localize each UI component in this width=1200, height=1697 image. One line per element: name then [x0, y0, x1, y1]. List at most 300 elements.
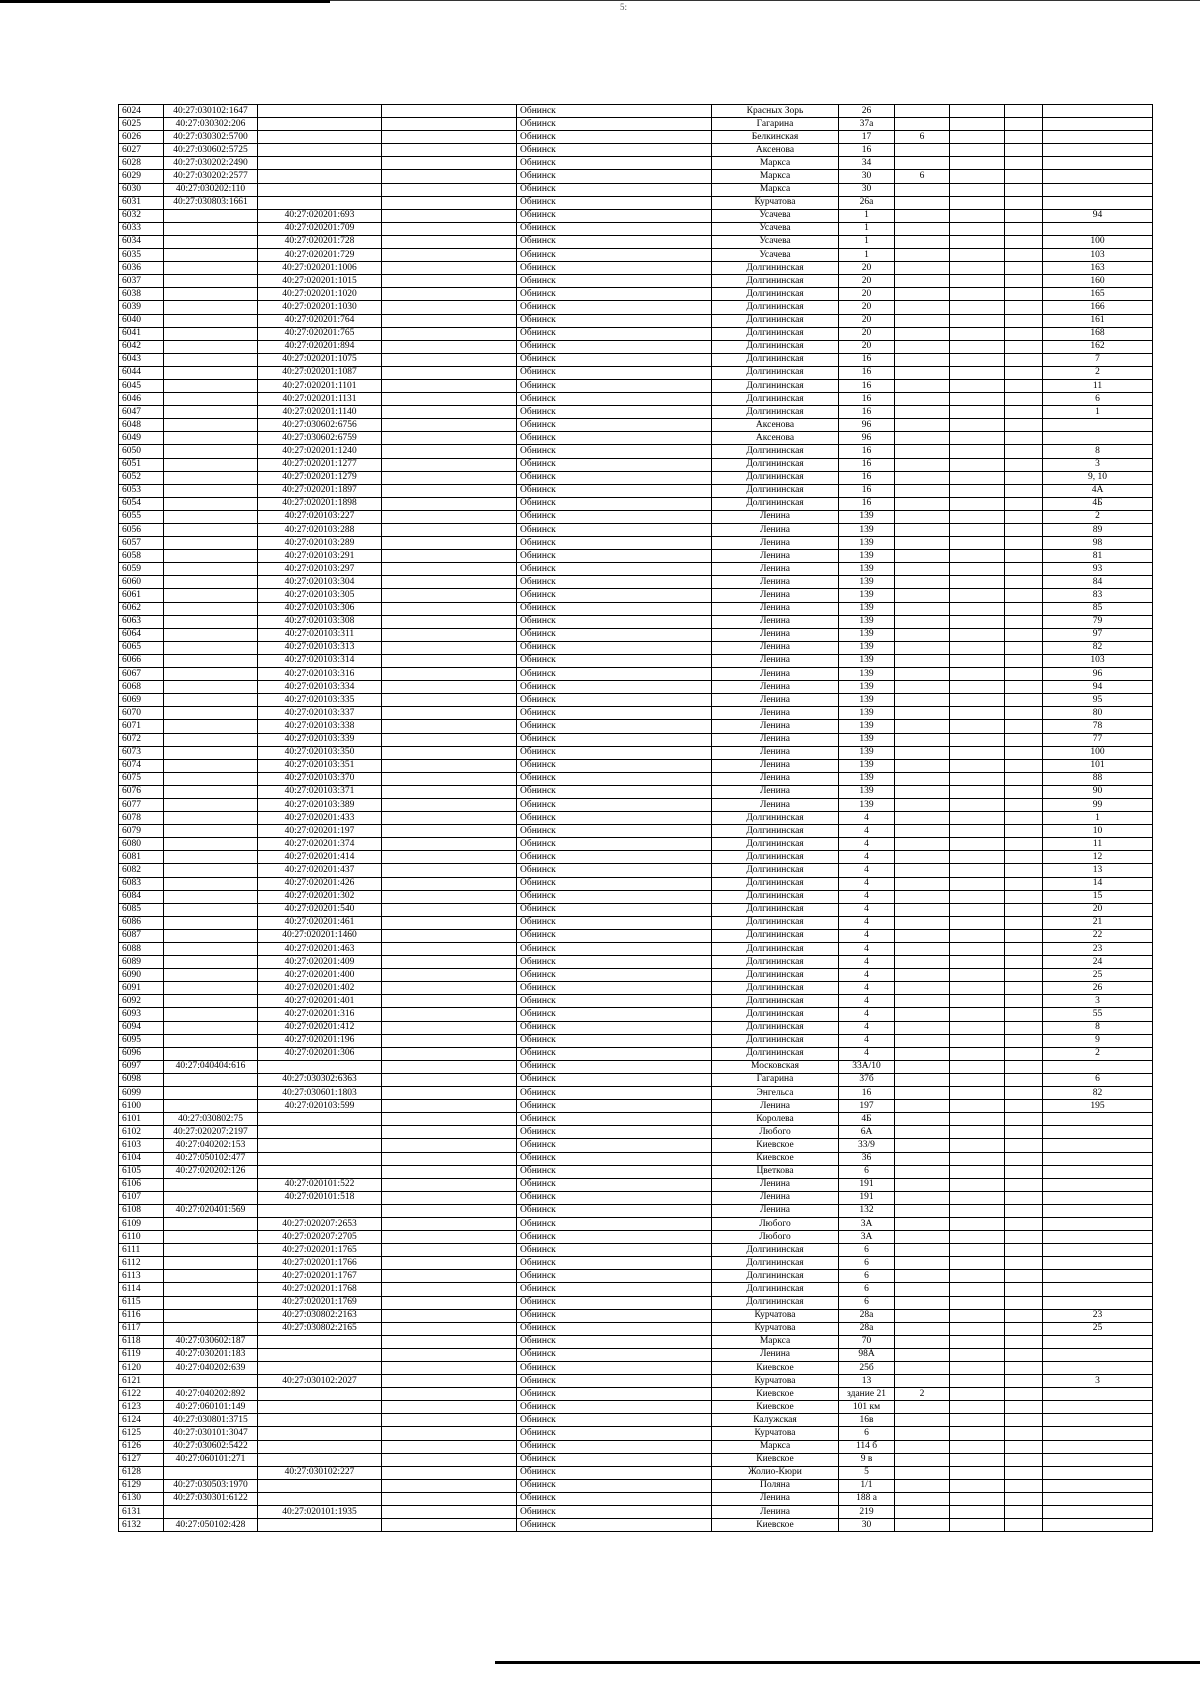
street-name: Ленина: [712, 524, 839, 537]
table-row: [119, 262, 1153, 275]
building-number: [895, 406, 950, 419]
cadastral-number-premises: 40:27:020201:1030: [258, 301, 382, 314]
building-number: [895, 641, 950, 654]
empty-cell: [382, 798, 517, 811]
apartment-number: 2: [1043, 366, 1153, 379]
house-number: 20: [839, 288, 895, 301]
apartment-number: 20: [1043, 903, 1153, 916]
empty-cell: [950, 1244, 1005, 1257]
cadastral-number-land: [164, 497, 258, 510]
cadastral-number-land: 40:27:040202:639: [164, 1362, 258, 1375]
table-row: [119, 550, 1153, 563]
cadastral-number-premises: [258, 1479, 382, 1492]
cadastral-number-premises: 40:27:020201:1131: [258, 393, 382, 406]
apartment-number: 168: [1043, 327, 1153, 340]
empty-cell: [950, 1388, 1005, 1401]
empty-cell: [382, 537, 517, 550]
cadastral-number-premises: [258, 1427, 382, 1440]
empty-cell: [382, 1257, 517, 1270]
empty-cell: [382, 785, 517, 798]
city-name: Обнинск: [517, 1047, 712, 1060]
city-name: Обнинск: [517, 1519, 712, 1532]
empty-cell: [1005, 105, 1043, 118]
empty-cell: [950, 1506, 1005, 1519]
street-name: Долгининская: [712, 995, 839, 1008]
apartment-number: 11: [1043, 379, 1153, 392]
table-row: [119, 170, 1153, 183]
row-number: 6056: [119, 524, 164, 537]
row-number: 6097: [119, 1060, 164, 1073]
cadastral-number-premises: 40:27:020103:339: [258, 733, 382, 746]
apartment-number: 79: [1043, 615, 1153, 628]
cadastral-number-premises: 40:27:020201:728: [258, 235, 382, 248]
city-name: Обнинск: [517, 183, 712, 196]
cadastral-number-premises: 40:27:020201:1768: [258, 1283, 382, 1296]
apartment-number: 100: [1043, 746, 1153, 759]
cadastral-number-premises: [258, 1126, 382, 1139]
building-number: [895, 1060, 950, 1073]
empty-cell: [1005, 890, 1043, 903]
house-number: 25б: [839, 1362, 895, 1375]
apartment-number: 84: [1043, 576, 1153, 589]
row-number: 6095: [119, 1034, 164, 1047]
cadastral-number-land: [164, 641, 258, 654]
empty-cell: [1005, 641, 1043, 654]
apartment-number: [1043, 432, 1153, 445]
registry-rows: [119, 105, 1153, 1532]
empty-cell: [382, 1113, 517, 1126]
cadastral-number-land: [164, 1309, 258, 1322]
city-name: Обнинск: [517, 524, 712, 537]
apartment-number: 8: [1043, 445, 1153, 458]
house-number: 34: [839, 157, 895, 170]
apartment-number: [1043, 1283, 1153, 1296]
street-name: Ленина: [712, 746, 839, 759]
house-number: 139: [839, 537, 895, 550]
empty-cell: [950, 537, 1005, 550]
row-number: 6039: [119, 301, 164, 314]
empty-cell: [382, 1217, 517, 1230]
house-number: 4: [839, 956, 895, 969]
table-row: [119, 1492, 1153, 1505]
cadastral-number-premises: [258, 1388, 382, 1401]
apartment-number: 81: [1043, 550, 1153, 563]
apartment-number: [1043, 1362, 1153, 1375]
row-number: 6118: [119, 1335, 164, 1348]
empty-cell: [950, 785, 1005, 798]
street-name: Долгининская: [712, 1296, 839, 1309]
apartment-number: [1043, 1335, 1153, 1348]
empty-cell: [950, 1322, 1005, 1335]
apartment-number: 96: [1043, 668, 1153, 681]
house-number: 139: [839, 550, 895, 563]
row-number: 6043: [119, 353, 164, 366]
apartment-number: 2: [1043, 1047, 1153, 1060]
row-number: 6107: [119, 1191, 164, 1204]
house-number: 17: [839, 131, 895, 144]
house-number: 139: [839, 510, 895, 523]
empty-cell: [950, 1047, 1005, 1060]
empty-cell: [950, 157, 1005, 170]
house-number: 4: [839, 982, 895, 995]
table-row: [119, 458, 1153, 471]
city-name: Обнинск: [517, 353, 712, 366]
empty-cell: [1005, 1335, 1043, 1348]
house-number: 6: [839, 1427, 895, 1440]
apartment-number: [1043, 1427, 1153, 1440]
building-number: [895, 798, 950, 811]
table-row: [119, 1257, 1153, 1270]
city-name: Обнинск: [517, 105, 712, 118]
row-number: 6042: [119, 340, 164, 353]
cadastral-number-land: [164, 759, 258, 772]
empty-cell: [1005, 589, 1043, 602]
apartment-number: 90: [1043, 785, 1153, 798]
building-number: [895, 301, 950, 314]
empty-cell: [1005, 654, 1043, 667]
cadastral-number-premises: 40:27:020201:764: [258, 314, 382, 327]
empty-cell: [382, 1375, 517, 1388]
empty-cell: [382, 196, 517, 209]
empty-cell: [382, 1165, 517, 1178]
street-name: Ленина: [712, 759, 839, 772]
house-number: 139: [839, 576, 895, 589]
empty-cell: [950, 1519, 1005, 1532]
row-number: 6100: [119, 1100, 164, 1113]
table-row: [119, 838, 1153, 851]
cadastral-number-premises: 40:27:020201:1279: [258, 471, 382, 484]
apartment-number: 100: [1043, 235, 1153, 248]
table-row: [119, 943, 1153, 956]
empty-cell: [950, 327, 1005, 340]
row-number: 6067: [119, 668, 164, 681]
street-name: Долгининская: [712, 366, 839, 379]
apartment-number: 83: [1043, 589, 1153, 602]
empty-cell: [382, 995, 517, 1008]
cadastral-number-premises: 40:27:020201:1460: [258, 929, 382, 942]
city-name: Обнинск: [517, 235, 712, 248]
table-row: [119, 340, 1153, 353]
city-name: Обнинск: [517, 1231, 712, 1244]
house-number: 37а: [839, 118, 895, 131]
city-name: Обнинск: [517, 314, 712, 327]
row-number: 6112: [119, 1257, 164, 1270]
empty-cell: [950, 1113, 1005, 1126]
house-number: 96: [839, 432, 895, 445]
empty-cell: [382, 1139, 517, 1152]
empty-cell: [1005, 524, 1043, 537]
row-number: 6024: [119, 105, 164, 118]
row-number: 6111: [119, 1244, 164, 1257]
house-number: 6: [839, 1270, 895, 1283]
apartment-number: 10: [1043, 825, 1153, 838]
street-name: Долгининская: [712, 406, 839, 419]
cadastral-number-premises: 40:27:020201:1767: [258, 1270, 382, 1283]
city-name: Обнинск: [517, 1073, 712, 1086]
row-number: 6108: [119, 1204, 164, 1217]
building-number: [895, 1139, 950, 1152]
house-number: 139: [839, 798, 895, 811]
row-number: 6073: [119, 746, 164, 759]
house-number: 132: [839, 1204, 895, 1217]
building-number: [895, 1283, 950, 1296]
street-name: Долгининская: [712, 825, 839, 838]
cadastral-number-premises: 40:27:020201:409: [258, 956, 382, 969]
city-name: Обнинск: [517, 798, 712, 811]
street-name: Ленина: [712, 798, 839, 811]
city-name: Обнинск: [517, 484, 712, 497]
city-name: Обнинск: [517, 1178, 712, 1191]
empty-cell: [950, 1296, 1005, 1309]
apartment-number: 93: [1043, 563, 1153, 576]
house-number: 26а: [839, 196, 895, 209]
row-number: 6064: [119, 628, 164, 641]
cadastral-number-premises: [258, 1519, 382, 1532]
city-name: Обнинск: [517, 563, 712, 576]
building-number: [895, 1217, 950, 1230]
cadastral-number-land: [164, 838, 258, 851]
apartment-number: [1043, 183, 1153, 196]
city-name: Обнинск: [517, 1322, 712, 1335]
house-number: 139: [839, 602, 895, 615]
cadastral-number-land: 40:27:030101:3047: [164, 1427, 258, 1440]
building-number: [895, 694, 950, 707]
row-number: 6046: [119, 393, 164, 406]
street-name: Долгининская: [712, 851, 839, 864]
house-number: 139: [839, 668, 895, 681]
empty-cell: [382, 458, 517, 471]
cadastral-number-land: [164, 537, 258, 550]
table-row: [119, 1453, 1153, 1466]
empty-cell: [1005, 1362, 1043, 1375]
street-name: Московская: [712, 1060, 839, 1073]
apartment-number: [1043, 1113, 1153, 1126]
empty-cell: [1005, 510, 1043, 523]
house-number: 139: [839, 785, 895, 798]
street-name: Киевское: [712, 1453, 839, 1466]
row-number: 6085: [119, 903, 164, 916]
table-row: [119, 432, 1153, 445]
apartment-number: [1043, 1257, 1153, 1270]
city-name: Обнинск: [517, 275, 712, 288]
city-name: Обнинск: [517, 1191, 712, 1204]
cadastral-number-land: 40:27:050102:477: [164, 1152, 258, 1165]
empty-cell: [382, 1296, 517, 1309]
cadastral-number-premises: 40:27:020103:314: [258, 654, 382, 667]
empty-cell: [950, 1362, 1005, 1375]
street-name: Ленина: [712, 615, 839, 628]
house-number: 98А: [839, 1348, 895, 1361]
cadastral-number-premises: 40:27:020201:1769: [258, 1296, 382, 1309]
street-name: Долгининская: [712, 864, 839, 877]
table-row: [119, 183, 1153, 196]
empty-cell: [950, 615, 1005, 628]
apartment-number: 6: [1043, 393, 1153, 406]
house-number: 16: [839, 471, 895, 484]
empty-cell: [950, 1257, 1005, 1270]
table-row: [119, 484, 1153, 497]
house-number: 139: [839, 694, 895, 707]
apartment-number: 25: [1043, 969, 1153, 982]
empty-cell: [382, 118, 517, 131]
street-name: Долгининская: [712, 497, 839, 510]
cadastral-number-land: [164, 393, 258, 406]
city-name: Обнинск: [517, 1244, 712, 1257]
cadastral-number-premises: 40:27:020103:305: [258, 589, 382, 602]
city-name: Обнинск: [517, 1217, 712, 1230]
scan-edge-bottom: [495, 1661, 1200, 1664]
city-name: Обнинск: [517, 969, 712, 982]
cadastral-number-premises: 40:27:020101:522: [258, 1178, 382, 1191]
city-name: Обнинск: [517, 131, 712, 144]
empty-cell: [950, 563, 1005, 576]
cadastral-number-premises: 40:27:020201:316: [258, 1008, 382, 1021]
empty-cell: [382, 733, 517, 746]
house-number: 3А: [839, 1217, 895, 1230]
house-number: 16: [839, 379, 895, 392]
building-number: [895, 524, 950, 537]
city-name: Обнинск: [517, 1152, 712, 1165]
cadastral-number-premises: 40:27:020103:338: [258, 720, 382, 733]
table-row: [119, 707, 1153, 720]
apartment-number: 3: [1043, 458, 1153, 471]
row-number: 6052: [119, 471, 164, 484]
cadastral-number-land: [164, 877, 258, 890]
cadastral-number-land: [164, 222, 258, 235]
cadastral-number-premises: 40:27:020103:308: [258, 615, 382, 628]
cadastral-number-premises: [258, 157, 382, 170]
table-row: [119, 537, 1153, 550]
table-row: [119, 1034, 1153, 1047]
building-number: [895, 379, 950, 392]
city-name: Обнинск: [517, 327, 712, 340]
table-row: [119, 406, 1153, 419]
house-number: 6: [839, 1165, 895, 1178]
city-name: Обнинск: [517, 445, 712, 458]
street-name: Ленина: [712, 1100, 839, 1113]
table-row: [119, 733, 1153, 746]
row-number: 6068: [119, 681, 164, 694]
building-number: [895, 157, 950, 170]
city-name: Обнинск: [517, 838, 712, 851]
table-row: [119, 105, 1153, 118]
empty-cell: [382, 1126, 517, 1139]
city-name: Обнинск: [517, 406, 712, 419]
apartment-number: [1043, 1152, 1153, 1165]
house-number: 4: [839, 1047, 895, 1060]
empty-cell: [950, 812, 1005, 825]
empty-cell: [382, 105, 517, 118]
street-name: Ленина: [712, 602, 839, 615]
building-number: [895, 537, 950, 550]
building-number: [895, 1165, 950, 1178]
empty-cell: [1005, 759, 1043, 772]
street-name: Долгининская: [712, 275, 839, 288]
cadastral-number-premises: 40:27:020201:540: [258, 903, 382, 916]
street-name: Киевское: [712, 1139, 839, 1152]
empty-cell: [382, 379, 517, 392]
city-name: Обнинск: [517, 903, 712, 916]
empty-cell: [950, 903, 1005, 916]
building-number: [895, 432, 950, 445]
apartment-number: 8: [1043, 1021, 1153, 1034]
building-number: [895, 1362, 950, 1375]
empty-cell: [382, 1244, 517, 1257]
apartment-number: 22: [1043, 929, 1153, 942]
empty-cell: [950, 432, 1005, 445]
building-number: [895, 1440, 950, 1453]
cadastral-number-land: [164, 262, 258, 275]
empty-cell: [382, 1100, 517, 1113]
building-number: [895, 1335, 950, 1348]
empty-cell: [382, 510, 517, 523]
building-number: [895, 458, 950, 471]
table-row: [119, 1178, 1153, 1191]
city-name: Обнинск: [517, 890, 712, 903]
city-name: Обнинск: [517, 956, 712, 969]
cadastral-number-land: [164, 209, 258, 222]
building-number: [895, 1113, 950, 1126]
cadastral-number-premises: 40:27:020201:693: [258, 209, 382, 222]
apartment-number: [1043, 1401, 1153, 1414]
table-row: [119, 1466, 1153, 1479]
cadastral-number-land: [164, 864, 258, 877]
empty-cell: [382, 641, 517, 654]
empty-cell: [950, 877, 1005, 890]
row-number: 6082: [119, 864, 164, 877]
table-row: [119, 1519, 1153, 1532]
apartment-number: 9, 10: [1043, 471, 1153, 484]
apartment-number: [1043, 196, 1153, 209]
building-number: [895, 838, 950, 851]
empty-cell: [382, 1479, 517, 1492]
street-name: Долгининская: [712, 458, 839, 471]
empty-cell: [1005, 1113, 1043, 1126]
apartment-number: [1043, 118, 1153, 131]
building-number: [895, 1191, 950, 1204]
empty-cell: [382, 864, 517, 877]
cadastral-number-land: 40:27:030301:6122: [164, 1492, 258, 1505]
apartment-number: [1043, 1178, 1153, 1191]
table-row: [119, 1152, 1153, 1165]
row-number: 6074: [119, 759, 164, 772]
empty-cell: [382, 1087, 517, 1100]
house-number: 1: [839, 222, 895, 235]
empty-cell: [1005, 956, 1043, 969]
empty-cell: [382, 1322, 517, 1335]
cadastral-number-premises: 40:27:020201:709: [258, 222, 382, 235]
cadastral-number-premises: 40:27:020103:337: [258, 707, 382, 720]
cadastral-number-land: [164, 1034, 258, 1047]
building-number: [895, 1047, 950, 1060]
house-number: 5: [839, 1466, 895, 1479]
empty-cell: [1005, 812, 1043, 825]
empty-cell: [950, 1178, 1005, 1191]
street-name: Ленина: [712, 668, 839, 681]
empty-cell: [382, 157, 517, 170]
cadastral-number-premises: 40:27:020101:518: [258, 1191, 382, 1204]
building-number: [895, 249, 950, 262]
table-row: [119, 1113, 1153, 1126]
empty-cell: [382, 694, 517, 707]
building-number: [895, 720, 950, 733]
cadastral-number-premises: [258, 1440, 382, 1453]
apartment-number: [1043, 1388, 1153, 1401]
cadastral-number-land: 40:27:030302:5700: [164, 131, 258, 144]
empty-cell: [382, 550, 517, 563]
building-number: [895, 550, 950, 563]
cadastral-number-land: 40:27:030602:187: [164, 1335, 258, 1348]
